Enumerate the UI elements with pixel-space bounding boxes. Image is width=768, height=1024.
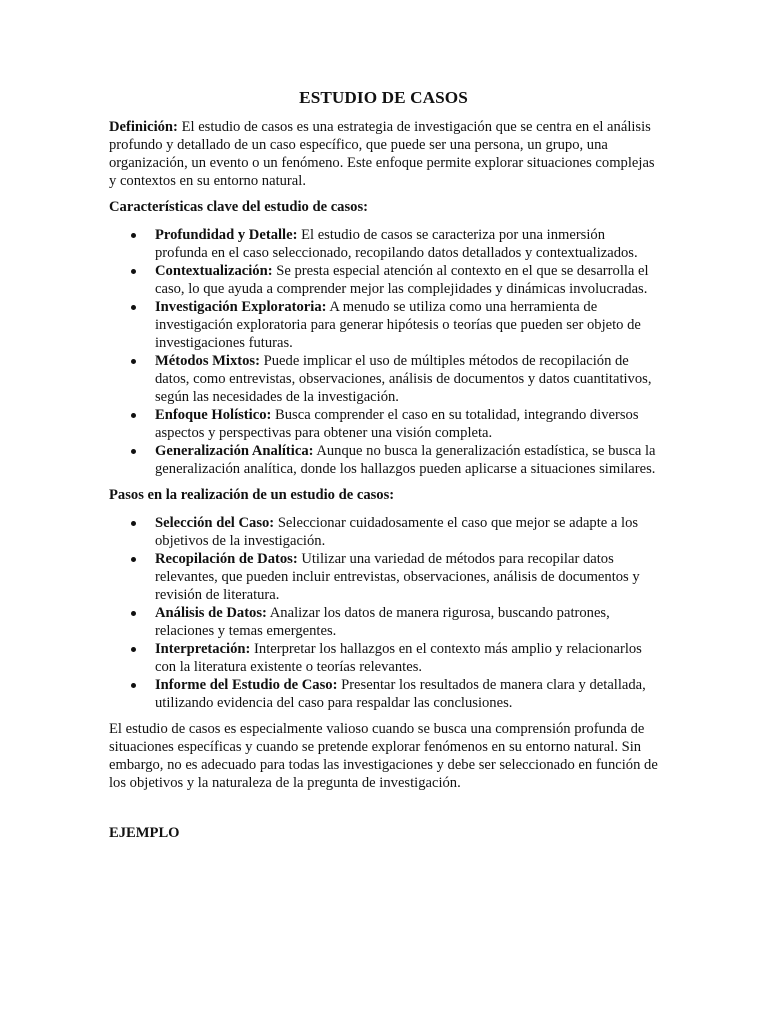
bullet-icon bbox=[131, 269, 136, 274]
item-term: Interpretación: bbox=[155, 641, 251, 657]
list-item bbox=[155, 640, 658, 676]
item-text: A menudo se utiliza como una herramienta de investigación exploratoria para generar hipótesis o teorías que pueden ser objeto de investigaciones futuras. bbox=[155, 299, 641, 351]
item-term: Generalización Analítica: bbox=[155, 443, 314, 459]
bullet-icon bbox=[131, 305, 136, 310]
item-term: Recopilación de Datos: bbox=[155, 551, 298, 567]
item-term: Selección del Caso: bbox=[155, 515, 275, 531]
bullet-icon bbox=[131, 557, 136, 562]
item-text: Presentar los resultados de manera clara y detallada, utilizando evidencia del caso para respaldar las conclusiones. bbox=[155, 677, 646, 711]
bullet-icon bbox=[131, 359, 136, 364]
item-term: Métodos Mixtos: bbox=[155, 353, 260, 369]
steps-heading: Pasos en la realización de un estudio de casos: bbox=[109, 487, 395, 503]
bullet-icon bbox=[131, 233, 136, 238]
list-item bbox=[155, 262, 658, 298]
bullet-icon bbox=[131, 521, 136, 526]
characteristics-list bbox=[109, 226, 658, 478]
bullet-icon bbox=[131, 683, 136, 688]
list-item bbox=[155, 352, 658, 406]
item-text: El estudio de casos se caracteriza por una inmersión profunda en el caso seleccionado, recopilando datos detallados y contextualizados. bbox=[155, 227, 638, 261]
item-text: Busca comprender el caso en su totalidad, integrando diversos aspectos y perspectivas para obtener una visión completa. bbox=[155, 407, 639, 441]
list-item bbox=[155, 676, 658, 712]
item-term: Informe del Estudio de Caso: bbox=[155, 677, 338, 693]
definition-paragraph bbox=[109, 118, 658, 190]
list-item bbox=[155, 514, 658, 550]
item-text: Utilizar una variedad de métodos para recopilar datos relevantes, que pueden incluir entrevistas, observaciones, análisis de documentos y revisión de literatura. bbox=[155, 551, 640, 603]
list-item bbox=[155, 550, 658, 604]
item-text: Puede implicar el uso de múltiples métodos de recopilación de datos, como entrevistas, observaciones, análisis de documentos y datos cuantitativos, según las necesidades de la investigación. bbox=[155, 353, 652, 405]
list-item bbox=[155, 406, 658, 442]
example-heading: EJEMPLO bbox=[109, 825, 180, 841]
item-text: Analizar los datos de manera rigurosa, buscando patrones, relaciones y temas emergentes. bbox=[155, 605, 610, 639]
bullet-icon bbox=[131, 413, 136, 418]
item-term: Enfoque Holístico: bbox=[155, 407, 272, 423]
item-term: Análisis de Datos: bbox=[155, 605, 267, 621]
list-item bbox=[155, 298, 658, 352]
closing-paragraph: El estudio de casos es especialmente valioso cuando se busca una comprensión profunda de situaciones específicas y cuando se pretende explorar fenómenos en su entorno natural. Sin embargo, no es adecuado para todas las investigaciones y debe ser seleccionado en función de los objetivos y la naturaleza de la pregunta de investigación. bbox=[109, 721, 658, 791]
bullet-icon bbox=[131, 647, 136, 652]
item-text: Seleccionar cuidadosamente el caso que mejor se adapte a los objetivos de la investigación. bbox=[155, 515, 639, 549]
list-item bbox=[155, 604, 658, 640]
item-text: Aunque no busca la generalización estadística, se busca la generalización analítica, donde los hallazgos pueden aplicarse a situaciones similares. bbox=[155, 443, 656, 477]
bullet-icon bbox=[131, 611, 136, 616]
bullet-icon bbox=[131, 449, 136, 454]
item-text: Se presta especial atención al contexto en el que se desarrolla el caso, lo que ayuda a comprender mejor las complejidades y dinámicas involucradas. bbox=[155, 263, 649, 297]
list-item bbox=[155, 226, 658, 262]
definition-text: El estudio de casos es una estrategia de investigación que se centra en el análisis profundo y detallado de un caso específico, que puede ser una persona, un grupo, una organización, un evento o un fenómeno. Este enfoque permite explorar situaciones complejas y contextos en su entorno natural. bbox=[109, 119, 655, 189]
item-term: Investigación Exploratoria: bbox=[155, 299, 327, 315]
list-item bbox=[155, 442, 658, 478]
characteristics-heading: Características clave del estudio de casos: bbox=[109, 199, 368, 215]
document-title: ESTUDIO DE CASOS bbox=[299, 88, 468, 107]
item-term: Profundidad y Detalle: bbox=[155, 227, 298, 243]
item-text: Interpretar los hallazgos en el contexto más amplio y relacionarlos con la literatura existente o teorías relevantes. bbox=[155, 641, 642, 675]
item-term: Contextualización: bbox=[155, 263, 273, 279]
definition-term: Definición: bbox=[109, 119, 178, 135]
steps-list bbox=[109, 514, 658, 712]
